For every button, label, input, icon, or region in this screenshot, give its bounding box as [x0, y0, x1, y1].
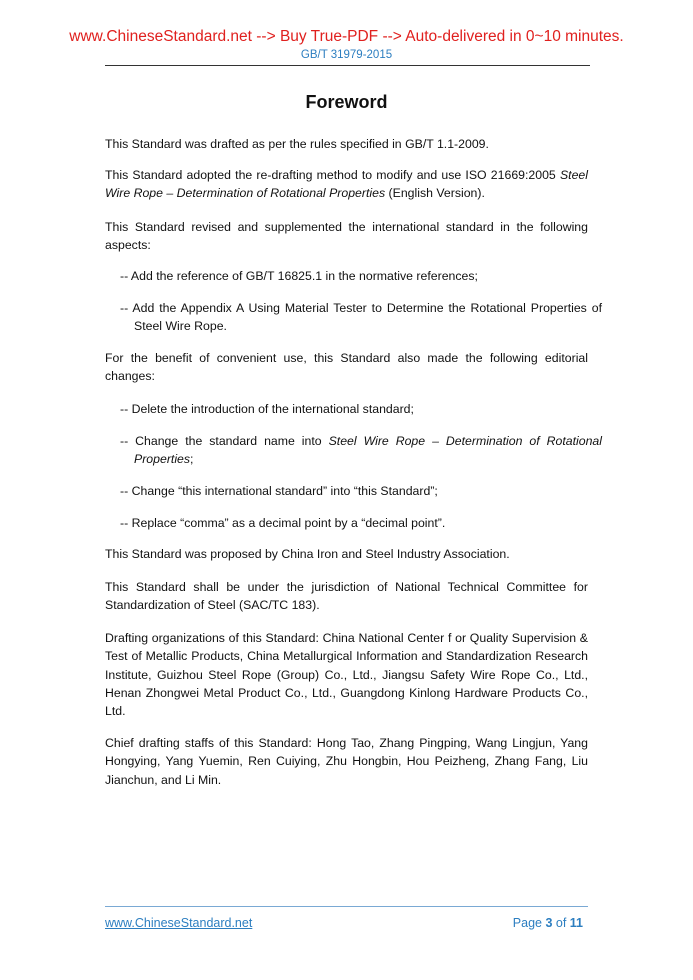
- footer-link[interactable]: www.ChineseStandard.net: [105, 916, 253, 930]
- total-pages: 11: [569, 916, 583, 930]
- page-label: Page: [512, 916, 546, 930]
- page-title: Foreword: [305, 92, 388, 112]
- list-item: -- Delete the introduction of the international standard;: [120, 402, 414, 416]
- list-item: -- Change “this international standard” into “this Standard”;: [120, 484, 438, 498]
- text: (English Version).: [385, 186, 485, 201]
- text: -- Change the standard name into: [120, 434, 329, 448]
- paragraph: Drafting organizations of this Standard: China National Center f or Quality Supervision & Test of Metallic Products, China Metallurgical Information and Standardization Research Institute, Guizhou Steel Rope (Group) Co., Ltd., Jiangsu Safety Wire Rope Co., Ltd., Henan Zhongwei Metal Product Co., Ltd., Guangdong Kinlong Hardware Products Co., Ltd.: [105, 631, 588, 719]
- paragraph: [105, 166, 588, 203]
- text: This Standard adopted the re-drafting method to modify and use ISO 21669:2005: [105, 168, 560, 182]
- paragraph: This Standard revised and supplemented the international standard in the following aspects:: [105, 220, 588, 253]
- list-item: -- Replace “comma” as a decimal point by a “decimal point”.: [120, 516, 446, 530]
- page-of: of: [552, 916, 570, 930]
- list-item: [120, 432, 602, 469]
- paragraph: This Standard was proposed by China Iron and Steel Industry Association.: [105, 547, 510, 561]
- paragraph: This Standard was drafted as per the rules specified in GB/T 1.1-2009.: [105, 137, 489, 151]
- promo-banner: www.ChineseStandard.net --> Buy True-PDF --> Auto-delivered in 0~10 minutes.: [69, 28, 624, 45]
- standard-title: Steel Wire Rope – Determination of Rotational Properties: [134, 434, 602, 467]
- paragraph: For the benefit of convenient use, this Standard also made the following editorial changes:: [105, 351, 588, 384]
- page-number: [513, 916, 583, 930]
- footer-divider: [105, 906, 588, 907]
- list-item: -- Add the reference of GB/T 16825.1 in the normative references;: [120, 269, 478, 283]
- current-page: 3: [545, 916, 553, 930]
- list-item: -- Add the Appendix A Using Material Tester to Determine the Rotational Properties of Steel Wire Rope.: [120, 301, 602, 334]
- text: ;: [190, 452, 194, 467]
- standard-number: GB/T 31979-2015: [300, 49, 393, 61]
- standard-title: Steel Wire Rope – Determination of Rotational Properties: [105, 168, 588, 201]
- header-divider: [105, 65, 590, 66]
- paragraph: Chief drafting staffs of this Standard: Hong Tao, Zhang Pingping, Wang Lingjun, Yang Hongying, Yang Yuemin, Ren Cuiying, Zhu Hongbin, Hou Peizheng, Zhang Fang, Liu Jianchun, and Li Min.: [105, 736, 588, 787]
- paragraph: This Standard shall be under the jurisdiction of National Technical Committee for Standardization of Steel (SAC/TC 183).: [105, 580, 588, 613]
